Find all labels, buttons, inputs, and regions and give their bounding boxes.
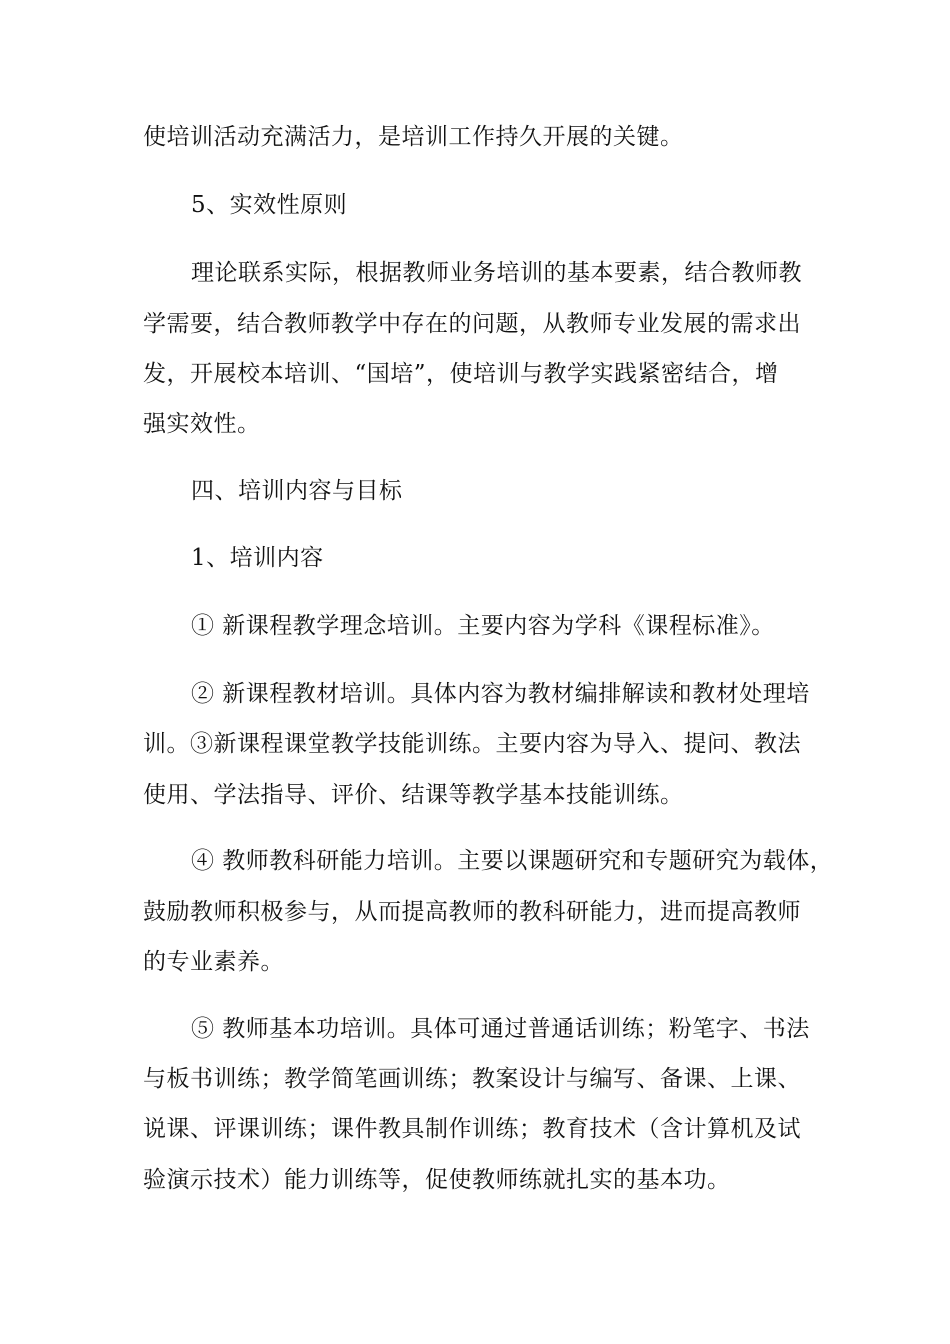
list-item: ④ 教师教科研能力培训。主要以课题研究和专题研究为载体，	[191, 848, 834, 874]
paragraph-line: 的专业素养。	[143, 949, 284, 975]
paragraph-line: 发，开展校本培训、“国培”，使培训与教学实践紧密结合，增	[143, 361, 779, 387]
paragraph-line: 学需要，结合教师教学中存在的问题，从教师专业发展的需求出	[143, 311, 801, 337]
paragraph-line: 理论联系实际，根据教师业务培训的基本要素，结合教师教	[191, 260, 802, 286]
paragraph-line: 说课、评课训练；课件教具制作训练；教育技术（含计算机及试	[143, 1116, 801, 1142]
subsection-heading: 1、培训内容	[191, 545, 324, 571]
paragraph-line: 使用、学法指导、评价、结课等教学基本技能训练。	[143, 782, 684, 808]
paragraph-line: 与板书训练；教学简笔画训练；教案设计与编写、备课、上课、	[143, 1066, 801, 1092]
paragraph-line: 验演示技术）能力训练等，促使教师练就扎实的基本功。	[143, 1167, 731, 1193]
section-heading: 5、实效性原则	[191, 192, 348, 218]
paragraph-line: 鼓励教师积极参与，从而提高教师的教科研能力，进而提高教师	[143, 899, 801, 925]
paragraph-line: 使培训活动充满活力，是培训工作持久开展的关键。	[143, 124, 684, 150]
paragraph-line: 强实效性。	[143, 411, 261, 437]
section-heading: 四、培训内容与目标	[191, 478, 403, 504]
list-item: ① 新课程教学理念培训。主要内容为学科《课程标准》。	[191, 613, 775, 639]
paragraph-line: 训。③新课程课堂教学技能训练。主要内容为导入、提问、教法	[143, 731, 801, 757]
list-item: ② 新课程教材培训。具体内容为教材编排解读和教材处理培	[191, 681, 810, 707]
list-item: ⑤ 教师基本功培训。具体可通过普通话训练；粉笔字、书法	[191, 1016, 810, 1042]
